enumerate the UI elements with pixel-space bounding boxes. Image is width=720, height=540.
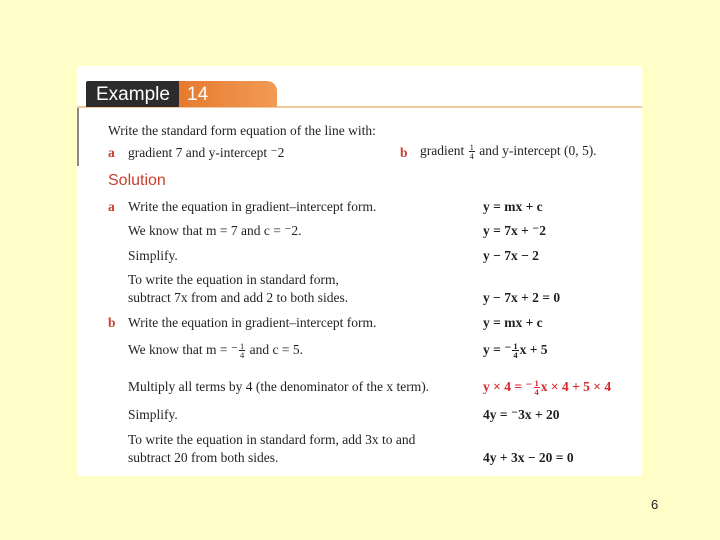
question-intro: Write the standard form equation of the line with: xyxy=(108,123,376,138)
part-b-step-6: subtract 20 from both sides. xyxy=(128,450,279,465)
part-a-step-2: We know that m = 7 and c = ⁻2. xyxy=(128,223,302,238)
part-b-eq-2-fraction xyxy=(512,342,518,359)
part-a-step-1: Write the equation in gradient–intercept form. xyxy=(128,199,377,214)
part-b-eq-5: 4y + 3x − 20 = 0 xyxy=(483,450,574,465)
question-b-text xyxy=(420,143,597,160)
part-b-label: b xyxy=(108,315,116,330)
question-a-text: gradient 7 and y-intercept ⁻2 xyxy=(128,145,285,160)
solution-heading: Solution xyxy=(108,172,166,189)
page-number: 6 xyxy=(651,497,659,512)
part-b-step-2-post: and c = 5. xyxy=(249,342,304,357)
question-margin-bar xyxy=(77,108,79,166)
part-b-step-2-fraction xyxy=(239,342,245,359)
part-b-step-2 xyxy=(128,342,303,359)
part-b-eq-3-post: x × 4 + 5 × 4 xyxy=(540,379,612,394)
part-a-step-5: subtract 7x from and add 2 to both sides. xyxy=(128,290,349,305)
question-b-frac-den: 4 xyxy=(469,151,474,162)
question-b-fraction xyxy=(469,143,475,160)
question-b-label: b xyxy=(400,145,408,160)
example-label: Example xyxy=(86,81,179,107)
part-b-eq-4: 4y = ⁻3x + 20 xyxy=(483,407,560,422)
part-b-eq-2 xyxy=(483,342,548,359)
part-b-step-2-pre: We know that m = xyxy=(128,342,228,357)
part-b-eq-2-neg: ⁻ xyxy=(504,342,512,357)
part-b-eq-3-fraction xyxy=(534,379,540,396)
part-b-eq-2-frac-num: 1 xyxy=(513,341,518,352)
part-b-step-1: Write the equation in gradient–intercept form. xyxy=(128,315,377,330)
part-b-eq-3-frac-num: 1 xyxy=(534,378,539,389)
part-b-eq-3-pre: y × 4 = xyxy=(483,379,523,394)
part-a-eq-4: y − 7x + 2 = 0 xyxy=(483,290,561,305)
part-b-step-2-frac-num: 1 xyxy=(240,341,245,352)
part-a-eq-1: y = mx + c xyxy=(483,199,543,214)
question-b-post: and y-intercept (0, 5). xyxy=(479,143,597,158)
part-b-step-4: Simplify. xyxy=(128,407,178,422)
part-b-step-2-frac-den: 4 xyxy=(240,350,245,361)
example-card xyxy=(77,66,642,476)
part-b-eq-2-post: x + 5 xyxy=(519,342,548,357)
part-a-eq-2: y = 7x + ⁻2 xyxy=(483,223,547,238)
part-a-step-3: Simplify. xyxy=(128,248,178,263)
part-a-eq-3: y − 7x − 2 xyxy=(483,248,539,263)
question-a-label: a xyxy=(108,145,115,160)
question-b-frac-num: 1 xyxy=(469,142,474,153)
part-a-label: a xyxy=(108,199,115,214)
part-b-step-3: Multiply all terms by 4 (the denominator of the x term). xyxy=(128,379,430,394)
example-number: 14 xyxy=(179,81,277,107)
part-b-eq-3-frac-den: 4 xyxy=(534,387,539,398)
part-b-step-2-neg: ⁻ xyxy=(230,342,239,357)
part-b-eq-2-frac-den: 4 xyxy=(513,350,518,361)
part-b-eq-3-neg: ⁻ xyxy=(525,379,533,394)
part-b-eq-3 xyxy=(483,379,611,396)
part-a-step-4: To write the equation in standard form, xyxy=(128,272,339,287)
part-b-eq-2-pre: y = xyxy=(483,342,501,357)
part-b-step-5: To write the equation in standard form, add 3x to and xyxy=(128,432,416,447)
part-b-eq-1: y = mx + c xyxy=(483,315,543,330)
question-b-pre: gradient xyxy=(420,143,465,158)
